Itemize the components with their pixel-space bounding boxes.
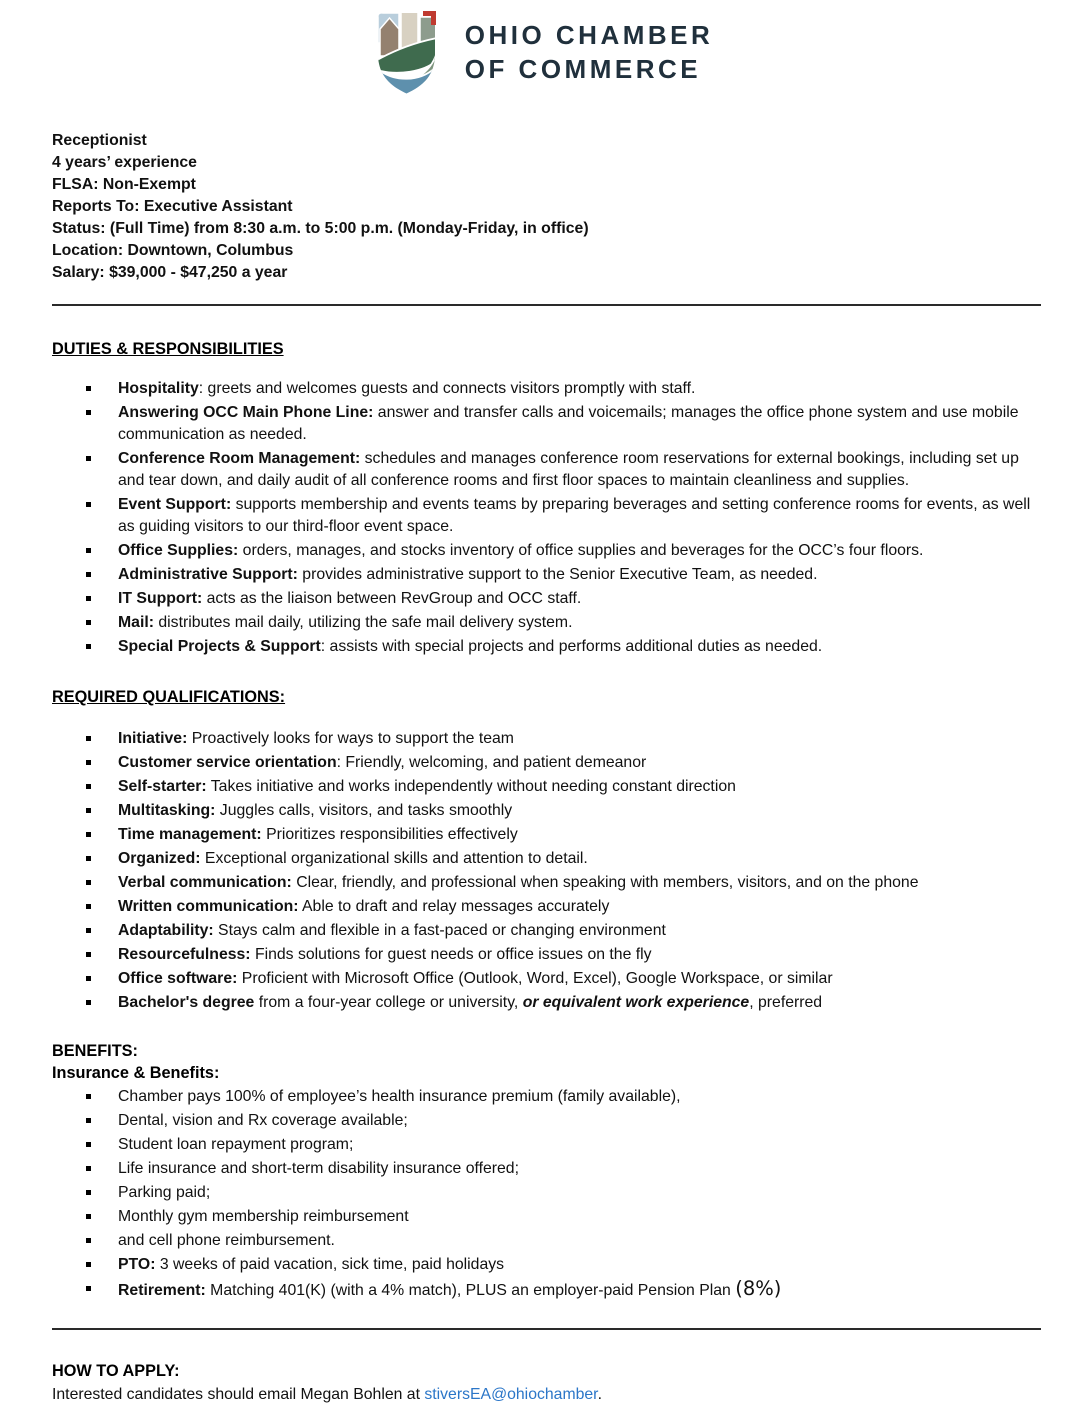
text-segment: Administrative Support:: [118, 566, 298, 583]
list-item: [52, 776, 1041, 798]
bullet-square-icon: [86, 760, 91, 765]
text-segment: Office software:: [118, 970, 238, 987]
text-segment: Student loan repayment program;: [118, 1136, 354, 1153]
text-segment: Multitasking:: [118, 802, 216, 819]
text-segment: answer and transfer calls and voicemails; manages the office phone system and use mobile communication as needed.: [118, 404, 1019, 443]
bullet-square-icon: [86, 736, 91, 741]
apply-text-after: .: [597, 1386, 602, 1403]
bullet-square-icon: [86, 952, 91, 957]
divider-bottom: [52, 1328, 1041, 1330]
text-segment: from a four-year college or university,: [254, 994, 523, 1011]
ohio-chamber-shield-icon: [375, 8, 441, 96]
bullet-square-icon: [86, 784, 91, 789]
text-segment: Juggles calls, visitors, and tasks smoothly: [215, 802, 513, 819]
bullet-square-icon: [86, 1286, 91, 1291]
text-segment: : greets and welcomes guests and connects visitors promptly with staff.: [198, 380, 696, 397]
text-segment: PTO:: [118, 1256, 156, 1273]
job-header-line: FLSA: Non-Exempt: [52, 176, 196, 193]
list-item: [52, 636, 1041, 658]
text-segment: Verbal communication:: [118, 874, 292, 891]
text-segment: Answering OCC Main Phone Line:: [118, 404, 374, 421]
text-segment: schedules and manages conference room reservations for external bookings, including set up and tear down, and daily audit of all conference rooms and first floor spaces to maintain cleanliness and supplies.: [118, 450, 1019, 489]
bullet-square-icon: [86, 644, 91, 649]
list-item: [52, 1230, 1041, 1252]
text-segment: Finds solutions for guest needs or office issues on the fly: [250, 946, 652, 963]
text-segment: Takes initiative and works independently without needing constant direction: [206, 778, 736, 795]
bullet-square-icon: [86, 1094, 91, 1099]
job-header-line: Reports To: Executive Assistant: [52, 198, 293, 215]
job-header-block: [52, 130, 1041, 284]
apply-text-before: Interested candidates should email Megan Bohlen at: [52, 1386, 425, 1403]
list-item: [52, 848, 1041, 870]
bullet-square-icon: [86, 1238, 91, 1243]
text-segment: Event Support:: [118, 496, 232, 513]
list-item: [52, 800, 1041, 822]
list-item: [52, 494, 1041, 538]
text-segment: Stays calm and flexible in a fast-paced or changing environment: [213, 922, 666, 939]
text-segment: Proactively looks for ways to support the team: [187, 730, 514, 747]
bullet-list-qualifications: [52, 728, 1041, 1014]
bullet-square-icon: [86, 832, 91, 837]
text-segment: : assists with special projects and performs additional duties as needed.: [320, 638, 823, 655]
text-segment: Adaptability:: [118, 922, 214, 939]
job-header-line: Status: (Full Time) from 8:30 a.m. to 5:00 p.m. (Monday-Friday, in office): [52, 220, 589, 237]
text-segment: Monthly gym membership reimbursement: [118, 1208, 409, 1225]
org-logo: [0, 0, 1088, 96]
bullet-square-icon: [86, 1142, 91, 1147]
bullet-square-icon: [86, 1118, 91, 1123]
text-segment: Initiative:: [118, 730, 188, 747]
bullet-square-icon: [86, 386, 91, 391]
text-segment: Mail:: [118, 614, 154, 631]
list-item: [52, 728, 1041, 750]
text-segment: Self-starter:: [118, 778, 207, 795]
bullet-square-icon: [86, 904, 91, 909]
bullet-square-icon: [86, 1000, 91, 1005]
text-segment: Life insurance and short-term disability insurance offered;: [118, 1160, 519, 1177]
bullet-list-duties: [52, 378, 1041, 658]
list-item: [52, 872, 1041, 894]
list-item: [52, 1254, 1041, 1276]
org-wordmark-line2: OF COMMERCE: [464, 54, 702, 84]
bullet-square-icon: [86, 928, 91, 933]
list-item: [52, 824, 1041, 846]
text-segment: Retirement:: [118, 1282, 206, 1299]
bullet-square-icon: [86, 502, 91, 507]
list-item: [52, 1278, 1041, 1302]
section-subheading-benefits: Insurance & Benefits:: [52, 1064, 220, 1082]
list-item: [52, 1110, 1041, 1132]
list-item: [52, 448, 1041, 492]
bullet-square-icon: [86, 548, 91, 553]
text-segment: Dental, vision and Rx coverage available;: [118, 1112, 408, 1129]
bullet-square-icon: [86, 596, 91, 601]
list-item: [52, 992, 1041, 1014]
text-segment: Clear, friendly, and professional when speaking with members, visitors, and on the phone: [291, 874, 919, 891]
section-benefits: [52, 1040, 1041, 1302]
bullet-square-icon: [86, 1190, 91, 1195]
apply-email-link[interactable]: stiversEA@ohiochamber: [424, 1386, 598, 1403]
text-segment: Written communication:: [118, 898, 299, 915]
org-wordmark: [465, 18, 714, 86]
divider-top: [52, 304, 1041, 306]
list-item: [52, 968, 1041, 990]
bullet-square-icon: [86, 1166, 91, 1171]
text-segment: Chamber pays 100% of employee’s health insurance premium (family available),: [118, 1088, 681, 1105]
text-segment: Hospitality: [118, 380, 199, 397]
job-header-line: Salary: $39,000 - $47,250 a year: [52, 264, 288, 281]
text-segment: distributes mail daily, utilizing the safe mail delivery system.: [153, 614, 573, 631]
list-item: [52, 588, 1041, 610]
text-segment: Bachelor's degree: [118, 994, 255, 1011]
job-header-line: Location: Downtown, Columbus: [52, 242, 294, 259]
text-segment: Office Supplies:: [118, 542, 239, 559]
sections-container: [52, 338, 1041, 1302]
text-segment: Time management:: [118, 826, 262, 843]
how-to-apply-line: [52, 1384, 1041, 1406]
text-segment: : Friendly, welcoming, and patient demeanor: [336, 754, 647, 771]
list-item: [52, 540, 1041, 562]
section-heading-qualifications: REQUIRED QUALIFICATIONS:: [52, 688, 286, 706]
text-segment: Special Projects & Support: [118, 638, 321, 655]
text-segment: Customer service orientation: [118, 754, 337, 771]
text-segment: IT Support:: [118, 590, 203, 607]
bullet-square-icon: [86, 1262, 91, 1267]
section-heading-benefits: BENEFITS:: [52, 1042, 138, 1060]
text-segment: Conference Room Management:: [118, 450, 361, 467]
bullet-square-icon: [86, 620, 91, 625]
text-segment: supports membership and events teams by preparing beverages and setting conference rooms for events, as well as guiding visitors to our third-floor event space.: [118, 496, 1031, 535]
how-to-apply-heading: HOW TO APPLY:: [52, 1362, 180, 1380]
bullet-square-icon: [86, 856, 91, 861]
list-item: [52, 402, 1041, 446]
list-item: [52, 1158, 1041, 1180]
list-item: [52, 1134, 1041, 1156]
bullet-square-icon: [86, 1214, 91, 1219]
text-segment: , preferred: [749, 994, 823, 1011]
text-segment: Proficient with Microsoft Office (Outlook, Word, Excel), Google Workspace, or similar: [237, 970, 833, 987]
list-item: [52, 896, 1041, 918]
text-segment: Exceptional organizational skills and attention to detail.: [200, 850, 588, 867]
bullet-list-benefits: [52, 1086, 1041, 1302]
text-segment: 3 weeks of paid vacation, sick time, paid holidays: [155, 1256, 505, 1273]
text-segment: Able to draft and relay messages accurately: [298, 898, 610, 915]
document-body: [0, 130, 1088, 1406]
text-segment: Resourcefulness:: [118, 946, 251, 963]
section-heading-duties: DUTIES & RESPONSIBILITIES: [52, 340, 284, 358]
text-segment: acts as the liaison between RevGroup and OCC staff.: [202, 590, 582, 607]
bullet-square-icon: [86, 410, 91, 415]
bullet-square-icon: [86, 880, 91, 885]
list-item: [52, 1182, 1041, 1204]
job-header-line: Receptionist: [52, 132, 147, 149]
text-segment: Organized:: [118, 850, 201, 867]
list-item: [52, 564, 1041, 586]
job-header-line: 4 years’ experience: [52, 154, 197, 171]
bullet-square-icon: [86, 976, 91, 981]
text-segment: orders, manages, and stocks inventory of office supplies and beverages for the OCC’s four floors.: [238, 542, 924, 559]
list-item: [52, 378, 1041, 400]
list-item: [52, 920, 1041, 942]
bullet-square-icon: [86, 456, 91, 461]
text-segment: Parking paid;: [118, 1184, 211, 1201]
list-item: [52, 752, 1041, 774]
text-segment: or equivalent work experience: [522, 994, 750, 1011]
list-item: [52, 1086, 1041, 1108]
list-item: [52, 612, 1041, 634]
list-item: [52, 944, 1041, 966]
bullet-square-icon: [86, 572, 91, 577]
bullet-square-icon: [86, 808, 91, 813]
text-segment: Matching 401(K) (with a 4% match), PLUS an employer-paid Pension Plan: [205, 1282, 736, 1299]
org-wordmark-line1: OHIO CHAMBER: [464, 20, 714, 50]
text-segment: and cell phone reimbursement.: [118, 1232, 335, 1249]
text-segment: Prioritizes responsibilities effectively: [261, 826, 518, 843]
text-segment: (8%): [735, 1277, 782, 1300]
section-duties: [52, 338, 1041, 658]
list-item: [52, 1206, 1041, 1228]
text-segment: provides administrative support to the Senior Executive Team, as needed.: [297, 566, 818, 583]
section-qualifications: [52, 686, 1041, 1014]
